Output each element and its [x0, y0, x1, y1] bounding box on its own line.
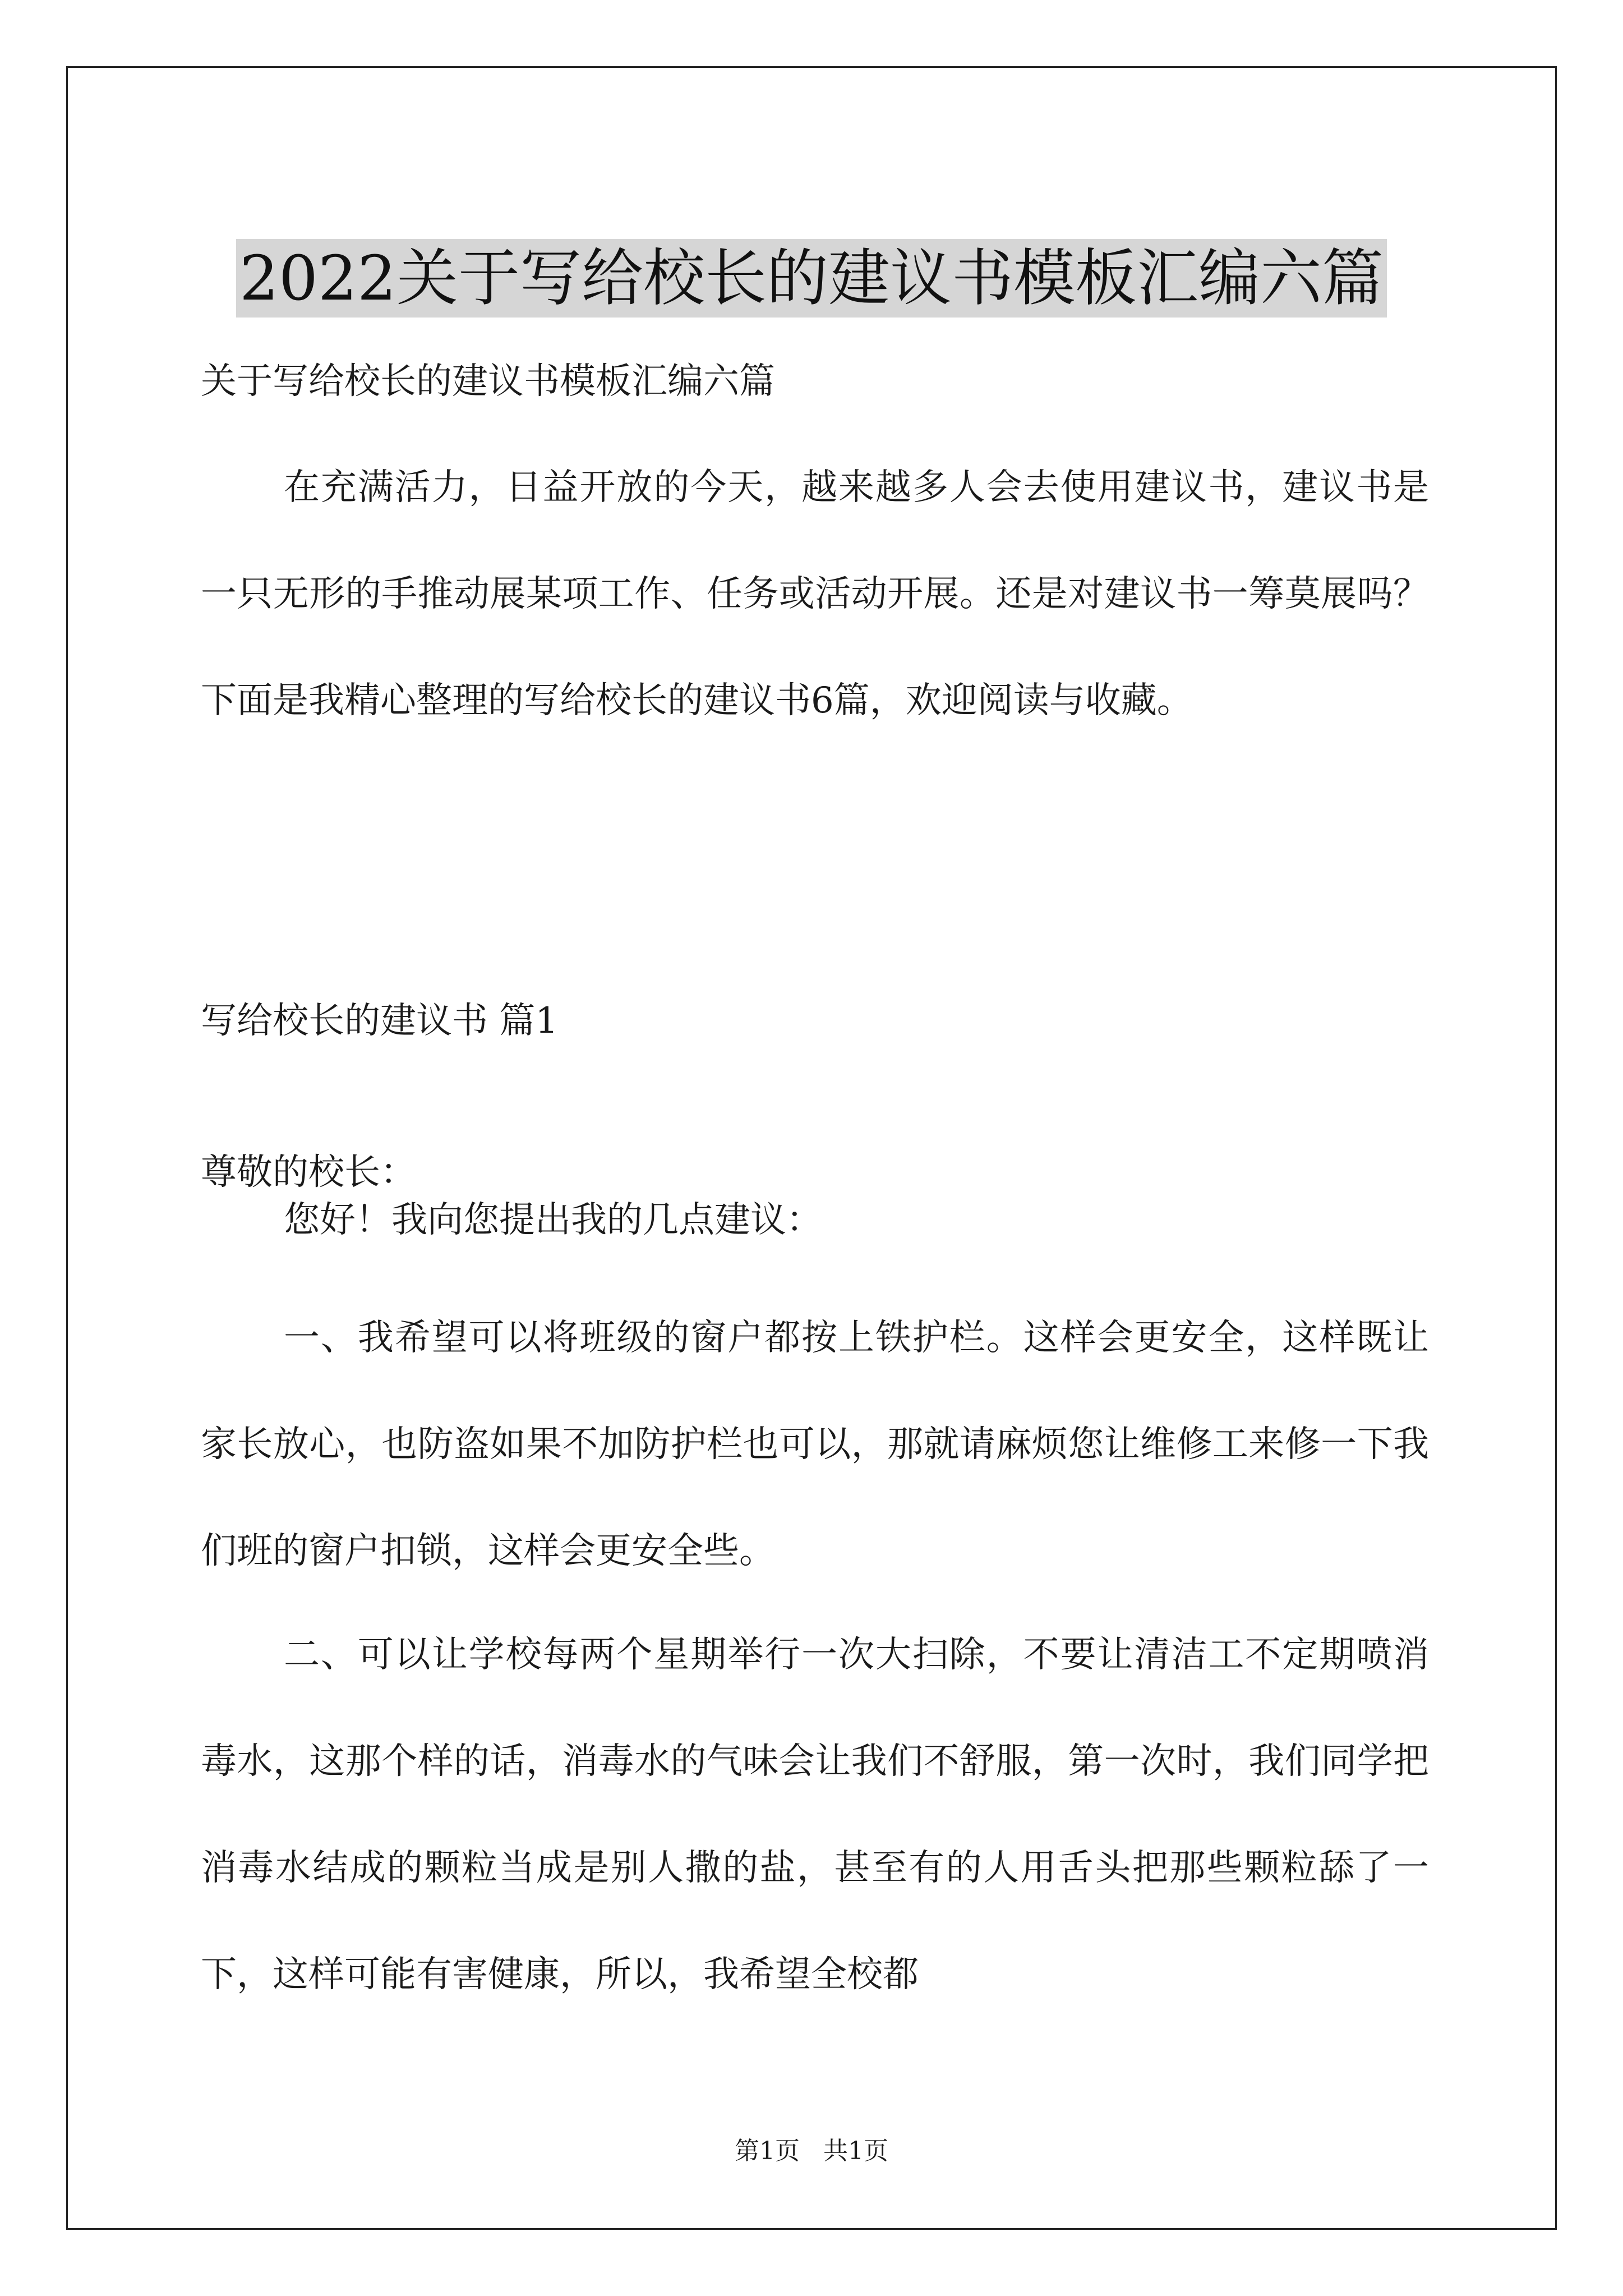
page-number: 第1页	[735, 2137, 800, 2165]
section-heading: 写给校长的建议书 篇1	[201, 1000, 559, 1042]
salutation: 尊敬的校长：	[201, 1152, 416, 1193]
document-subtitle: 关于写给校长的建议书模板汇编六篇	[201, 361, 775, 402]
document-title: 2022关于写给校长的建议书模板汇编六篇	[236, 239, 1387, 318]
page-total: 共1页	[823, 2137, 888, 2165]
page-footer	[0, 2134, 1623, 2168]
point-two-paragraph: 二、可以让学校每两个星期举行一次大扫除，不要让清洁工不定期喷消毒水，这那个样的话，消毒水的气味会让我们不舒服，第一次时，我们同学把消毒水结成的颗粒当成是别人撒的盐，甚至有的人用舌头把那些颗粒舔了一下，这样可能有害健康，所以，我希望全校都	[201, 1634, 1429, 1995]
greeting-paragraph: 您好！我向您提出我的几点建议：	[284, 1199, 822, 1241]
title-container	[0, 197, 1623, 358]
intro-paragraph: 在充满活力，日益开放的今天，越来越多人会去使用建议书，建议书是一只无形的手推动展某项工作、任务或活动开展。还是对建议书一筹莫展吗？下面是我精心整理的写给校长的建议书6篇，欢迎阅读与收藏。	[201, 467, 1429, 721]
point-one-paragraph: 一、我希望可以将班级的窗户都按上铁护栏。这样会更安全，这样既让家长放心，也防盗如果不加防护栏也可以，那就请麻烦您让维修工来修一下我们班的窗户扣锁，这样会更安全些。	[201, 1317, 1429, 1572]
